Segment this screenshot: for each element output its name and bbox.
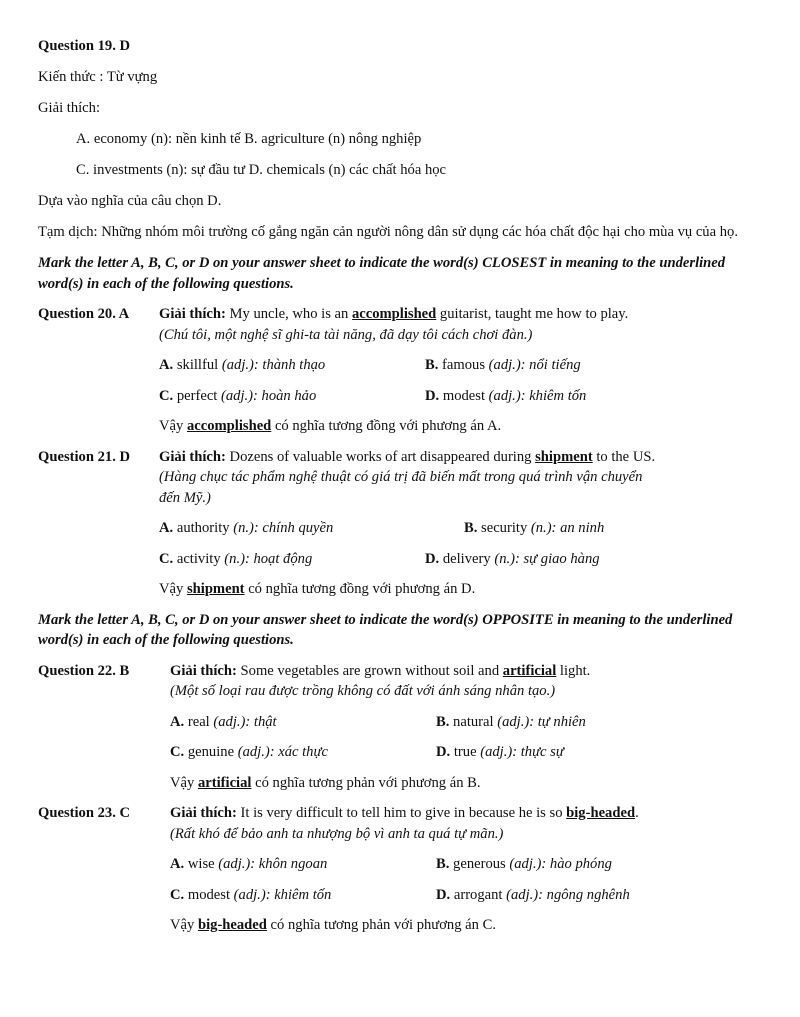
option-meaning: (n.): sự giao hàng [494, 550, 600, 567]
option-letter: D. [436, 886, 451, 903]
conclusion-prefix: Vậy [170, 774, 198, 791]
option-word: security [477, 520, 531, 536]
q21-option-a [159, 518, 464, 539]
q21-option-c [159, 549, 425, 570]
q19-options-cd: C. investments (n): sự đầu tư D. chemicals (n) các chất hóa học [76, 162, 447, 178]
conclusion-suffix: có nghĩa tương đồng với phương án D. [244, 581, 476, 597]
option-word: perfect [173, 387, 222, 404]
q21-sentence-after: to the US. [592, 448, 656, 465]
option-meaning: (adj.): ngông nghênh [506, 886, 630, 903]
option-meaning: (n.): hoạt động [224, 550, 313, 567]
q23-options-row1 [170, 854, 640, 875]
option-word: true [450, 744, 481, 760]
option-meaning: (n.): chính quyền [233, 520, 334, 536]
q19-conclusion: Dựa vào nghĩa của câu chọn D. [38, 193, 222, 209]
conclusion-word: accomplished [186, 418, 272, 434]
option-letter: A. [170, 856, 185, 872]
option-word: famous [438, 357, 489, 373]
q23-option-d [436, 885, 630, 906]
option-letter: B. [425, 357, 439, 373]
q20-options-row2 [159, 386, 649, 407]
q20-option-b [425, 355, 581, 376]
option-word: skillful [173, 357, 222, 373]
option-letter: A. [159, 520, 174, 536]
q20-options-row1 [159, 355, 649, 376]
option-letter: C. [170, 886, 185, 903]
q22-translation: (Một số loại rau được trồng không có đất với ánh sáng nhân tạo.) [170, 683, 556, 699]
conclusion-suffix: có nghĩa tương đồng với phương án A. [271, 418, 502, 434]
q19-options-ab: A. economy (n): nền kinh tế B. agriculture (n) nông nghiệp [76, 131, 422, 147]
option-letter: B. [436, 856, 450, 872]
conclusion-prefix: Vậy [170, 917, 198, 933]
q20-option-c [159, 386, 425, 407]
question-22 [38, 661, 768, 804]
option-word: real [184, 713, 214, 730]
option-word: authority [173, 520, 234, 536]
option-meaning: (adj.): tự nhiên [497, 713, 586, 730]
q20-conclusion [159, 416, 649, 437]
q19-knowledge: Kiến thức : Từ vựng [38, 69, 158, 85]
q20-label: Question 20. A [38, 306, 130, 322]
q21-option-b [464, 518, 604, 539]
document-page [38, 36, 768, 946]
option-meaning: (adj.): thật [213, 713, 277, 730]
q20-target-word: accomplished [351, 306, 437, 322]
option-word: delivery [439, 550, 495, 567]
q19-translation: Tạm dịch: Những nhóm môi trường cố gắng ngăn cản người nông dân sử dụng các hóa chất độc hại cho mùa vụ của họ. [38, 224, 738, 240]
q21-translation: (Hàng chục tác phẩm nghệ thuật có giá trị đã biến mất trong quá trình vận chuyển đến Mỹ.) [159, 469, 643, 506]
explain-label: Giải thích: [159, 306, 226, 322]
q23-sentence-after: . [635, 805, 639, 821]
q23-sentence-before: It is very difficult to tell him to give in because he is so [236, 805, 567, 821]
q21-conclusion [159, 579, 664, 600]
q23-option-a [170, 854, 436, 875]
option-meaning: (adj.): thành thạo [221, 357, 326, 373]
conclusion-word: shipment [186, 581, 245, 597]
q19-explain-label: Giải thích: [38, 100, 101, 116]
option-letter: D. [425, 550, 440, 567]
option-meaning: (adj.): khôn ngoan [218, 856, 328, 872]
q23-body [170, 803, 640, 946]
conclusion-word: big-headed [197, 917, 267, 933]
q20-option-a [159, 355, 425, 376]
option-letter: A. [159, 357, 174, 373]
option-word: genuine [184, 744, 238, 760]
q22-sentence-after: light. [556, 662, 591, 679]
option-letter: B. [464, 520, 478, 536]
option-letter: C. [159, 387, 174, 404]
q23-label: Question 23. C [38, 805, 131, 821]
option-meaning: (adj.): khiêm tốn [233, 886, 332, 903]
explain-label: Giải thích: [170, 805, 237, 821]
conclusion-prefix: Vậy [159, 581, 187, 597]
instruction-opposite: Mark the letter A, B, C, or D on your answer sheet to indicate the word(s) OPPOSITE in meaning to the underlined word(s) in each of the following questions. [38, 611, 733, 648]
q23-options-row2 [170, 885, 640, 906]
option-meaning: (adj.): xác thực [237, 744, 328, 760]
explain-label: Giải thích: [159, 448, 226, 465]
conclusion-suffix: có nghĩa tương phản với phương án C. [266, 917, 496, 933]
q23-sentence [170, 803, 640, 844]
option-letter: B. [436, 713, 450, 730]
q21-options-row2 [159, 549, 664, 570]
conclusion-suffix: có nghĩa tương phản với phương án B. [251, 774, 481, 791]
q22-label: Question 22. B [38, 662, 130, 679]
q23-translation: (Rất khó để bảo anh ta nhượng bộ vì anh ta quá tự mãn.) [170, 825, 504, 842]
option-meaning: (adj.): hoàn hảo [221, 387, 317, 404]
q21-body [159, 447, 664, 610]
q20-body [159, 304, 649, 447]
q20-option-d [425, 386, 586, 407]
option-word: generous [449, 856, 510, 872]
q20-sentence-after: guitarist, taught me how to play. [436, 306, 629, 322]
option-letter: C. [170, 744, 185, 760]
option-letter: C. [159, 550, 174, 567]
instruction-closest: Mark the letter A, B, C, or D on your answer sheet to indicate the word(s) CLOSEST in meaning to the underlined word(s) in each of the following questions. [38, 255, 726, 292]
q21-sentence [159, 447, 664, 509]
q22-option-d [436, 742, 564, 763]
option-meaning: (adj.): khiêm tốn [488, 387, 587, 404]
option-letter: A. [170, 713, 185, 730]
q19-header: Question 19. D [38, 38, 131, 54]
option-word: modest [439, 387, 489, 404]
q22-option-a [170, 712, 436, 733]
q21-options-row1 [159, 518, 664, 539]
option-word: natural [449, 713, 498, 730]
option-letter: D. [425, 387, 440, 404]
q21-target-word: shipment [535, 448, 593, 465]
option-letter: D. [436, 744, 451, 760]
option-meaning: (adj.): thực sự [480, 744, 564, 760]
q21-label: Question 21. D [38, 448, 131, 465]
question-21 [38, 447, 768, 610]
q21-sentence-before: Dozens of valuable works of art disappeared during [225, 448, 536, 465]
q22-option-c [170, 742, 436, 763]
q22-body [170, 661, 660, 804]
q22-options-row2 [170, 742, 660, 763]
q23-conclusion [170, 915, 640, 936]
q20-sentence-before: My uncle, who is an [225, 306, 352, 322]
q20-translation: (Chú tôi, một nghệ sĩ ghi-ta tài năng, đã dạy tôi cách chơi đàn.) [159, 326, 533, 343]
q22-conclusion [170, 773, 660, 794]
option-meaning: (n.): an ninh [530, 520, 605, 536]
conclusion-word: artificial [197, 774, 252, 791]
explain-label: Giải thích: [170, 662, 237, 679]
option-word: wise [184, 856, 219, 872]
q23-option-c [170, 885, 436, 906]
conclusion-prefix: Vậy [159, 418, 187, 434]
option-meaning: (adj.): hào phóng [509, 856, 612, 872]
q20-sentence [159, 304, 649, 345]
q22-sentence-before: Some vegetables are grown without soil and [236, 662, 503, 679]
q21-option-d [425, 549, 600, 570]
option-meaning: (adj.): nổi tiếng [488, 357, 581, 373]
q22-options-row1 [170, 712, 660, 733]
question-23 [38, 803, 768, 946]
q22-option-b [436, 712, 586, 733]
q23-option-b [436, 854, 612, 875]
q22-target-word: artificial [502, 662, 557, 679]
option-word: activity [173, 550, 225, 567]
q23-target-word: big-headed [566, 805, 636, 821]
option-word: modest [184, 886, 234, 903]
q22-sentence [170, 661, 660, 682]
option-word: arrogant [450, 886, 507, 903]
question-20 [38, 304, 768, 447]
